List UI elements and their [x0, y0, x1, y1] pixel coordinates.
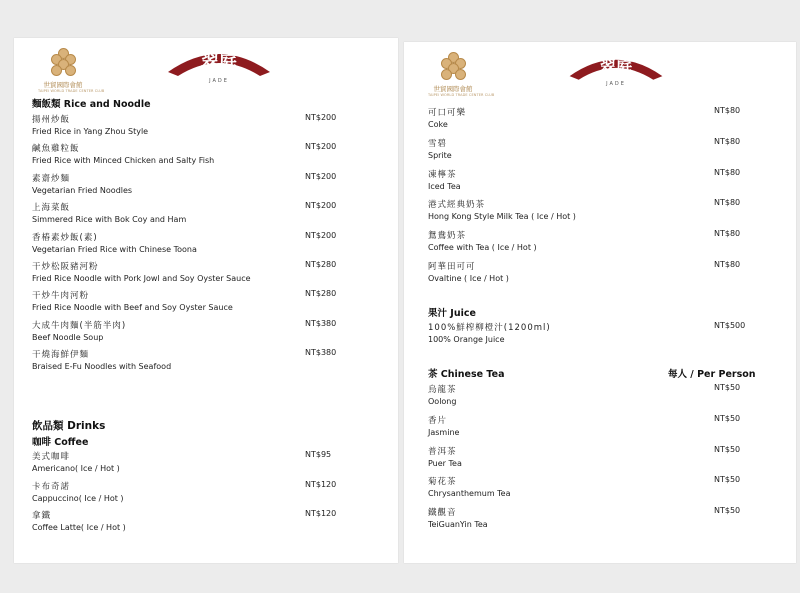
menu-item-en: Braised E-Fu Noodles with Seafood [32, 362, 172, 372]
menu-page-right [404, 42, 796, 563]
menu-item [32, 231, 382, 259]
menu-item-price: NT$80 [714, 229, 741, 239]
menu-item-en: Vegetarian Fried Noodles [32, 185, 133, 195]
menu-item-zh: 鹹魚雞粒飯 [32, 144, 80, 155]
menu-item-en: Chrysanthemum Tea [428, 489, 511, 499]
menu-item-price: NT$380 [305, 348, 337, 358]
section-title-juice: 果汁 Juice [428, 308, 476, 319]
menu-item [428, 475, 778, 503]
section-title-chinese-tea: 茶 Chinese Tea [428, 369, 505, 380]
menu-item-price: NT$95 [305, 450, 332, 459]
menu-item-en: Vegetarian Fried Rice with Chinese Toona [32, 244, 197, 254]
menu-item-en: Puer Tea [428, 458, 462, 468]
menu-item-en: Americano( Ice / Hot ) [32, 464, 120, 473]
menu-item [428, 506, 778, 534]
menu-item-price: NT$200 [305, 171, 337, 181]
menu-item-zh: 干炒牛肉河粉 [32, 291, 90, 302]
section-title-rice-noodle: 麵飯類 Rice and Noodle [32, 99, 151, 110]
menu-item-zh: 素齋炒麵 [32, 173, 71, 184]
menu-item-price: NT$80 [714, 136, 741, 146]
menu-item-zh: 香椿素炒飯(素) [32, 232, 98, 243]
menu-item-price: NT$500 [714, 321, 746, 330]
menu-item [32, 172, 382, 200]
menu-item-en: Coffee Latte( Ice / Hot ) [32, 523, 126, 532]
menu-item-price: NT$50 [714, 413, 741, 423]
menu-item-zh: 美式咖啡 [32, 452, 71, 462]
menu-item-zh: 大成牛肉麵(半筋半肉) [32, 320, 127, 331]
menu-item-price: NT$120 [305, 479, 337, 489]
menu-item-zh: 可口可樂 [428, 108, 467, 118]
hotel-logo-name: 世貿國際會館 [43, 81, 83, 89]
menu-item-zh: 干燒海鮮伊麵 [32, 350, 90, 361]
menu-item [428, 321, 778, 349]
menu-item-zh: 鴛鴦奶茶 [428, 231, 467, 242]
menu-item-zh: 100%鮮榨柳橙汁(1200ml) [428, 323, 551, 333]
menu-item [428, 445, 778, 473]
menu-item-en: TeiGuanYin Tea [428, 520, 488, 530]
menu-item-en: Iced Tea [428, 181, 461, 191]
menu-item-price: NT$80 [714, 198, 741, 208]
hotel-logo-name: 世貿國際會館 [433, 85, 473, 93]
menu-item-en: Fried Rice in Yang Zhou Style [32, 127, 149, 136]
menu-page-left [14, 38, 398, 563]
menu-item-price: NT$80 [714, 167, 741, 177]
per-person-label: 每人 / Per Person [668, 369, 756, 380]
menu-item-en: Fried Rice Noodle with Beef and Soy Oyster Sauce [32, 303, 233, 313]
menu-item-price: NT$200 [305, 113, 337, 122]
menu-item-en: Simmered Rice with Bok Coy and Ham [32, 215, 187, 225]
menu-item-zh: 菊花茶 [428, 477, 457, 488]
section-title-drinks: 飲品類 Drinks [32, 420, 106, 432]
menu-item [428, 414, 778, 442]
menu-item-en: Hong Kong Style Milk Tea ( Ice / Hot ) [428, 212, 576, 222]
menu-item [428, 198, 778, 226]
jade-logo-sub: JADE [606, 81, 626, 87]
jade-logo-sub: JADE [209, 78, 229, 84]
menu-item [428, 260, 778, 288]
menu-item-en: Fried Rice with Minced Chicken and Salty Fish [32, 156, 215, 166]
jade-logo-text: 翠庭 [201, 52, 237, 73]
menu-item [428, 383, 778, 411]
menu-item-en: Beef Noodle Soup [32, 332, 104, 342]
menu-item-price: NT$120 [305, 509, 337, 518]
menu-item-zh: 卡布奇諾 [32, 481, 71, 492]
menu-item-en: Jasmine [428, 427, 460, 437]
menu-item-zh: 普洱茶 [428, 446, 457, 457]
menu-item [32, 113, 382, 141]
menu-item-price: NT$50 [714, 506, 741, 516]
menu-item-zh: 凍檸茶 [428, 169, 457, 180]
menu-item [32, 348, 382, 376]
menu-item-price: NT$280 [305, 289, 337, 299]
menu-item [32, 480, 382, 508]
menu-item-price: NT$80 [714, 260, 741, 269]
menu-item-zh: 阿華田可可 [428, 262, 476, 272]
menu-item-en: Coffee with Tea ( Ice / Hot ) [428, 243, 537, 253]
menu-item-price: NT$200 [305, 230, 337, 240]
hotel-logo-sub: TAIPEI WORLD TRADE CENTER CLUB [428, 93, 495, 97]
menu-item-zh: 烏龍茶 [428, 385, 457, 395]
menu-item-zh: 雪碧 [428, 138, 448, 149]
menu-item-zh: 上海菜飯 [32, 203, 71, 214]
menu-item-en: 100% Orange Juice [428, 335, 505, 344]
menu-item-en: Coke [428, 120, 448, 129]
menu-item [428, 229, 778, 257]
menu-item [32, 260, 382, 288]
menu-item-zh: 香片 [428, 415, 448, 426]
hotel-logo-sub: TAIPEI WORLD TRADE CENTER CLUB [38, 89, 105, 93]
menu-item-price: NT$380 [305, 318, 337, 328]
menu-item [32, 319, 382, 347]
menu-item [32, 450, 382, 478]
menu-item-zh: 拿鐵 [32, 511, 52, 521]
menu-item-price: NT$200 [305, 142, 337, 152]
menu-item-en: Sprite [428, 150, 452, 160]
menu-item-zh: 干炒松阪豬河粉 [32, 262, 99, 272]
menu-item-zh: 港式經典奶茶 [428, 200, 486, 211]
menu-item-en: Oolong [428, 397, 457, 406]
menu-item-price: NT$200 [305, 201, 337, 211]
menu-item [32, 289, 382, 317]
menu-item [32, 509, 382, 537]
menu-item-price: NT$80 [714, 106, 741, 115]
menu-item-price: NT$50 [714, 383, 741, 392]
menu-item-en: Ovaltine ( Ice / Hot ) [428, 274, 509, 283]
menu-item-zh: 鐵觀音 [428, 508, 457, 519]
menu-item [32, 201, 382, 229]
menu-item-price: NT$50 [714, 475, 741, 485]
menu-item-price: NT$50 [714, 444, 741, 454]
menu-item [428, 168, 778, 196]
menu-item-price: NT$280 [305, 260, 337, 269]
section-subtitle-coffee: 咖啡 Coffee [32, 437, 89, 448]
menu-item-zh: 揚州炒飯 [32, 115, 71, 125]
menu-item [32, 142, 382, 170]
menu-item [428, 137, 778, 165]
jade-logo-text: 翠庭 [599, 57, 633, 77]
menu-item-en: Cappuccino( Ice / Hot ) [32, 493, 124, 503]
menu-item-en: Fried Rice Noodle with Pork Jowl and Soy Oyster Sauce [32, 274, 251, 283]
menu-item [428, 106, 778, 134]
